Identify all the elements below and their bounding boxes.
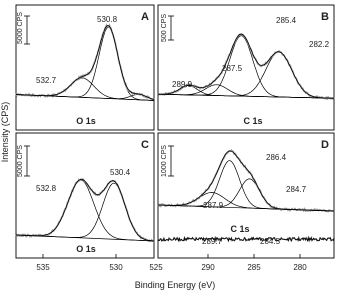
panel-c-frame — [16, 133, 154, 258]
x-axis-label: Binding Energy (eV) — [134, 280, 216, 290]
peak-label-d-5: 284.5 — [260, 237, 281, 246]
panel-c-scale-label: 5000 CPS — [17, 145, 24, 177]
panel-letter-a: A — [141, 11, 149, 23]
flat-spectrum-d — [158, 238, 334, 241]
panel-a-scale-bar — [17, 12, 30, 44]
panel-d-scale-label: 1000 CPS — [161, 145, 168, 177]
peak-label-d-3: 287.9 — [203, 201, 224, 210]
peak-label-d-1: 286.4 — [266, 153, 287, 162]
x-tick-280: 280 — [293, 263, 307, 272]
panel-c-element: O 1s — [76, 244, 96, 254]
envelope-a — [16, 26, 154, 100]
background-line-d — [158, 205, 334, 211]
raw-spectrum-b — [158, 34, 334, 99]
panel-a-frame — [16, 5, 154, 130]
panel-d-element: C 1s — [230, 224, 250, 234]
peak-label-b-2: 282.2 — [309, 40, 330, 49]
raw-spectrum-a — [16, 25, 154, 100]
envelope-d — [158, 151, 334, 211]
peak-label-b-3: 287.5 — [222, 64, 243, 73]
panel-letter-b: B — [321, 11, 329, 23]
panel-b-scale-label: 500 CPS — [161, 13, 168, 43]
panel-c-scale-bar — [17, 145, 30, 177]
x-tick-285: 285 — [247, 263, 261, 272]
x-tick-525: 525 — [149, 263, 163, 272]
peak-label-d-4: 289.7 — [202, 237, 223, 246]
peak-label-b-4: 289.9 — [172, 80, 193, 89]
component-peak-b-4 — [158, 52, 334, 98]
panel-letter-d: D — [321, 139, 329, 151]
peak-label-d-2: 284.7 — [286, 185, 307, 194]
peak-label-b-1: 285.4 — [276, 16, 297, 25]
peak-label-a-1: 530.8 — [97, 15, 118, 24]
panel-a-scale-label: 5000 CPS — [17, 12, 24, 44]
panel-b-frame — [158, 5, 334, 130]
background-line-b — [158, 94, 334, 98]
panel-d-scale-bar — [161, 145, 174, 177]
peak-label-a-2: 532.7 — [36, 76, 57, 85]
panel-b-element: C 1s — [243, 116, 263, 126]
panel-a-element: O 1s — [76, 116, 96, 126]
peak-label-c-2: 532.8 — [36, 184, 57, 193]
panel-a-spectrum — [16, 25, 154, 100]
y-axis-label: Intensity (CPS) — [0, 101, 10, 163]
x-axis-ticks — [43, 254, 300, 258]
x-tick-290: 290 — [201, 263, 215, 272]
peak-label-c-1: 530.4 — [110, 168, 131, 177]
panel-b-scale-bar — [161, 14, 174, 42]
panel-letter-c: C — [141, 139, 149, 151]
panel-b-spectrum — [158, 34, 334, 99]
component-peak-a-1 — [16, 27, 154, 100]
x-tick-535: 535 — [36, 263, 50, 272]
x-tick-530: 530 — [109, 263, 123, 272]
